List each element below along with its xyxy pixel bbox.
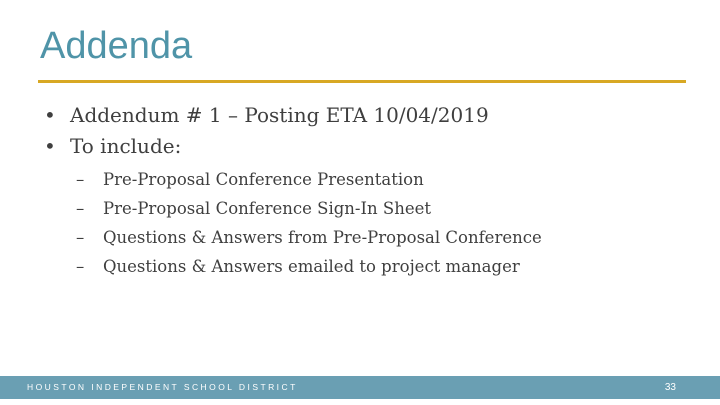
page-number: 33 [664,382,676,393]
bullet-list [0,100,720,281]
sub-bullet-marker: – [76,228,85,247]
sub-bullet-item [0,194,720,223]
sub-bullet-marker: – [76,257,85,276]
sub-bullet-item [0,223,720,252]
sub-bullet-list [0,165,720,281]
bullet-text-to-include: To include: [70,134,182,158]
bullet-text-addendum: Addendum # 1 – Posting ETA 10/04/2019 [70,103,489,127]
title-divider [38,80,686,83]
bullet-marker: • [44,103,56,127]
sub-bullet-text: Questions & Answers emailed to project manager [103,257,520,276]
footer-organization: HOUSTON INDEPENDENT SCHOOL DISTRICT [27,382,298,392]
sub-bullet-text: Questions & Answers from Pre-Proposal Conference [103,228,542,247]
bullet-marker: • [44,134,56,158]
slide-title: Addenda [40,25,193,67]
bullet-item [0,131,720,162]
sub-bullet-text: Pre-Proposal Conference Presentation [103,170,424,189]
sub-bullet-text: Pre-Proposal Conference Sign-In Sheet [103,199,431,218]
sub-bullet-marker: – [76,199,85,218]
sub-bullet-item [0,165,720,194]
footer-band [0,376,720,399]
sub-bullet-marker: – [76,170,85,189]
bullet-item [0,100,720,131]
sub-bullet-item [0,252,720,281]
